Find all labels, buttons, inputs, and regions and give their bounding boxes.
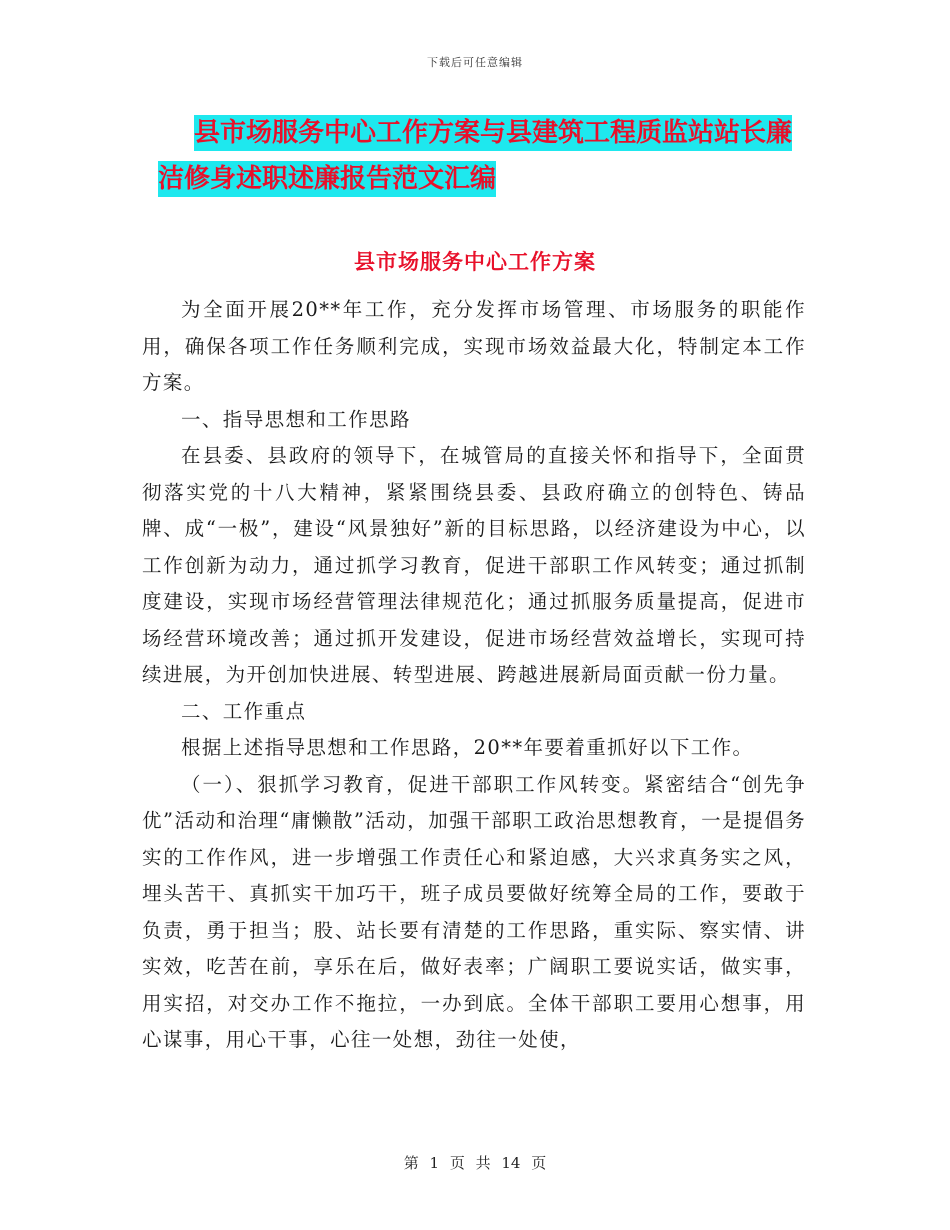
header-note: 下载后可任意编辑 — [427, 56, 523, 69]
paragraph-guiding-ideas: 在县委、县政府的领导下，在城管局的直接关怀和指导下，全面贯彻落实党的十八大精神，紧紧围绕县委、县政府确立的创特色、铸品牌、成“一极”，建设“风景独好”新的目标思路，以经济建设为中心，以工作创新为动力，通过抓学习教育，促进干部职工作风转变；通过抓制度建设，实现市场经营管理法律规范化；通过抓服务质量提高，促进市场经营环境改善；通过抓开发建设，促进市场经营效益增长，实现可持续进展，为开创加快进展、转型进展、跨越进展新局面贡献一份力量。 — [142, 444, 806, 686]
document-body — [142, 292, 806, 1059]
title-line-1: 县市场服务中心工作方案与县建筑工程质监站站长廉 — [194, 115, 792, 151]
paragraph-item-one: （一）、狠抓学习教育，促进干部职工作风转变。紧密结合“创先争优”活动和治理“庸懒散”活动，加强干部职工政治思想教育，一是提倡务实的工作作风，进一步增强工作责任心和紧迫感，大兴求真务实之风，埋头苦干、真抓实干加巧干，班子成员要做好统筹全局的工作，要敢于负责，勇于担当；股、站长要有清楚的工作思路，重实际、察实情、讲实效，吃苦在前，享乐在后，做好表率；广阔职工要说实话，做实事，用实招，对交办工作不拖拉，一办到底。全体干部职工要用心想事，用心谋事，用心干事，心往一处想，劲往一处使， — [142, 772, 806, 1051]
title-line-2: 洁修身述职述廉报告范文汇编 — [158, 161, 496, 197]
heading-work-focus: 二、工作重点 — [181, 699, 307, 723]
page-footer: 第 1 页 共 14 页 — [403, 1154, 547, 1172]
section-title: 县市场服务中心工作方案 — [354, 250, 596, 274]
document-title — [158, 110, 814, 202]
paragraph-work-focus: 根据上述指导思想和工作思路，20**年要着重抓好以下工作。 — [181, 736, 754, 759]
heading-guiding-ideas: 一、指导思想和工作思路 — [181, 407, 411, 431]
paragraph-intro: 为全面开展20**年工作，充分发挥市场管理、市场服务的职能作用，确保各项工作任务顺利完成，实现市场效益最大化，特制定本工作方案。 — [142, 298, 806, 394]
